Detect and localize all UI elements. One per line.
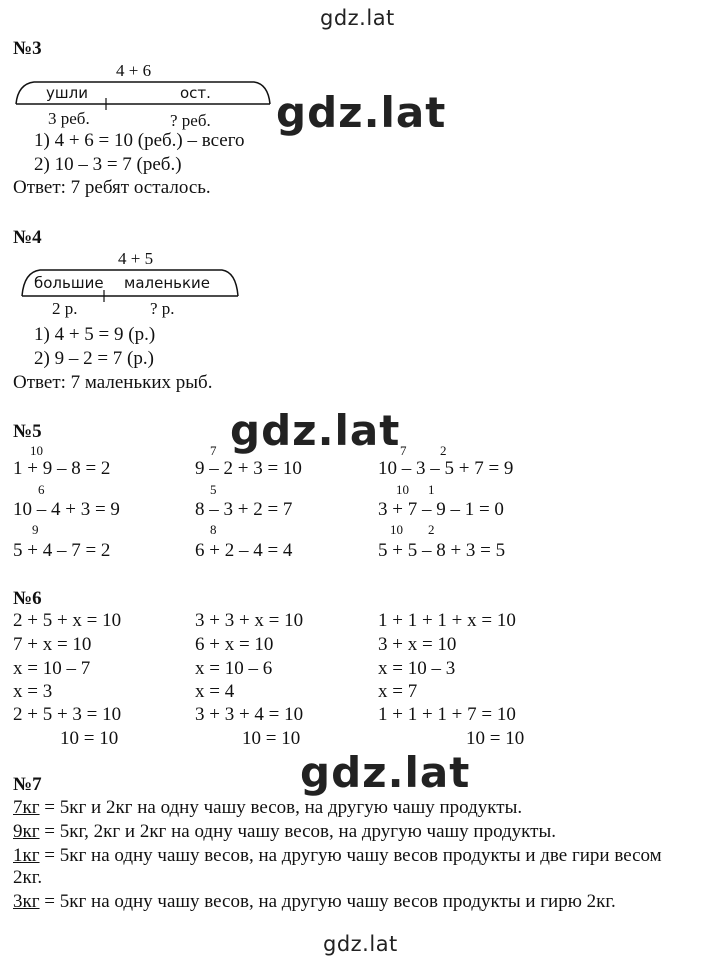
task7-line-2 <box>13 821 556 843</box>
task4-answer: Ответ: 7 маленьких рыб. <box>13 372 213 393</box>
watermark-3: gdz.lat <box>300 748 471 797</box>
task5-r2-sup-1: 6 <box>38 482 45 497</box>
task4-total: 4 + 5 <box>118 249 154 268</box>
task5-r3-sup-1: 9 <box>32 522 39 537</box>
task6-c1-line-2: 7 + x = 10 <box>13 634 92 655</box>
task3-left-value: 3 реб. <box>48 109 90 128</box>
task5-r1-sup-1: 10 <box>30 443 43 458</box>
task5-r2-eq-1: 10 – 4 + 3 = 9 <box>13 499 120 520</box>
task6-heading: №6 <box>13 588 42 609</box>
task6-c3-line-3: x = 10 – 3 <box>378 658 456 679</box>
task5-r3-eq-2: 6 + 2 – 4 = 4 <box>195 540 293 561</box>
task7-line-1-text: = 5кг и 2кг на одну чашу весов, на другую чашу продукты. <box>39 797 523 818</box>
task5-r2-sup-2: 5 <box>210 482 217 497</box>
task7-line-4-text: 2кг. <box>13 867 43 888</box>
task5-r1-sup-4: 2 <box>440 443 447 458</box>
task5-r3-eq-1: 5 + 4 – 7 = 2 <box>13 540 111 561</box>
task5-r3-sup-2: 8 <box>210 522 217 537</box>
task6-c3-line-6: 10 = 10 <box>466 728 525 749</box>
task7-line-1-weight: 7кг <box>13 797 40 818</box>
task7-line-2-weight: 9кг <box>13 821 40 842</box>
task5-heading: №5 <box>13 421 42 442</box>
task7-heading: №7 <box>13 774 42 795</box>
task6-c3-line-1: 1 + 1 + 1 + x = 10 <box>378 610 516 631</box>
task4-heading: №4 <box>13 227 42 248</box>
task7-line-2-text: = 5кг, 2кг и 2кг на одну чашу весов, на другую чашу продукты. <box>39 821 556 842</box>
task3-answer: Ответ: 7 ребят осталось. <box>13 177 211 198</box>
task7-line-1 <box>13 797 522 819</box>
task4-step-1: 1) 4 + 5 = 9 (р.) <box>34 324 156 345</box>
task4-step-2: 2) 9 – 2 = 7 (р.) <box>34 348 154 369</box>
task7-line-4 <box>13 867 42 889</box>
task3-step-1: 1) 4 + 6 = 10 (реб.) – всего <box>34 130 245 151</box>
task6-c3-line-4: x = 7 <box>378 681 418 702</box>
task3-heading: №3 <box>13 38 42 59</box>
task4-left-value: 2 р. <box>52 299 78 318</box>
task3-right-label: ост. <box>180 84 211 102</box>
watermark-1: gdz.lat <box>276 88 447 137</box>
task6-c3-line-5: 1 + 1 + 1 + 7 = 10 <box>378 704 516 725</box>
task6-c3-line-2: 3 + x = 10 <box>378 634 457 655</box>
task3-step-2: 2) 10 – 3 = 7 (реб.) <box>34 154 182 175</box>
task5-r2-sup-4: 1 <box>428 482 435 497</box>
task3-left-label: ушли <box>46 84 88 102</box>
task5-r2-eq-3: 3 + 7 – 9 – 1 = 0 <box>378 499 504 520</box>
task4-left-label: большие <box>34 274 104 292</box>
task6-c1-line-4: x = 3 <box>13 681 53 702</box>
watermark-2: gdz.lat <box>230 406 401 455</box>
task7-line-3-text: = 5кг на одну чашу весов, на другую чашу весов продукты и две гири весом <box>39 845 662 866</box>
task6-c2-line-3: x = 10 – 6 <box>195 658 273 679</box>
task6-c2-line-1: 3 + 3 + x = 10 <box>195 610 304 631</box>
task6-c2-line-4: x = 4 <box>195 681 235 702</box>
task5-r1-sup-3: 7 <box>400 443 407 458</box>
task6-c2-line-2: 6 + x = 10 <box>195 634 274 655</box>
task6-c1-line-6: 10 = 10 <box>60 728 119 749</box>
task3-right-value: ? реб. <box>170 111 211 130</box>
task6-c1-line-1: 2 + 5 + x = 10 <box>13 610 122 631</box>
task5-r3-eq-3: 5 + 5 – 8 + 3 = 5 <box>378 540 506 561</box>
task7-line-5-weight: 3кг <box>13 891 40 912</box>
task5-r1-eq-3: 10 – 3 – 5 + 7 = 9 <box>378 458 514 479</box>
task5-r2-eq-2: 8 – 3 + 2 = 7 <box>195 499 293 520</box>
task5-r1-eq-2: 9 – 2 + 3 = 10 <box>195 458 302 479</box>
task4-right-label: маленькие <box>124 274 211 292</box>
task7-line-3 <box>13 845 662 867</box>
task4-right-value: ? р. <box>150 299 175 318</box>
task6-c2-line-6: 10 = 10 <box>242 728 301 749</box>
watermark-top: gdz.lat <box>320 6 395 30</box>
task5-r1-sup-2: 7 <box>210 443 217 458</box>
task7-line-3-weight: 1кг <box>13 845 40 866</box>
task5-r1-eq-1: 1 + 9 – 8 = 2 <box>13 458 111 479</box>
task7-line-5 <box>13 891 616 913</box>
watermark-bottom: gdz.lat <box>323 932 398 956</box>
task5-r2-sup-3: 10 <box>396 482 409 497</box>
task6-c1-line-5: 2 + 5 + 3 = 10 <box>13 704 122 725</box>
task5-r3-sup-4: 2 <box>428 522 435 537</box>
task6-c2-line-5: 3 + 3 + 4 = 10 <box>195 704 304 725</box>
task7-line-5-text: = 5кг на одну чашу весов, на другую чашу весов продукты и гирю 2кг. <box>39 891 616 912</box>
task6-c1-line-3: x = 10 – 7 <box>13 658 91 679</box>
task3-total: 4 + 6 <box>116 61 152 80</box>
task5-r3-sup-3: 10 <box>390 522 403 537</box>
